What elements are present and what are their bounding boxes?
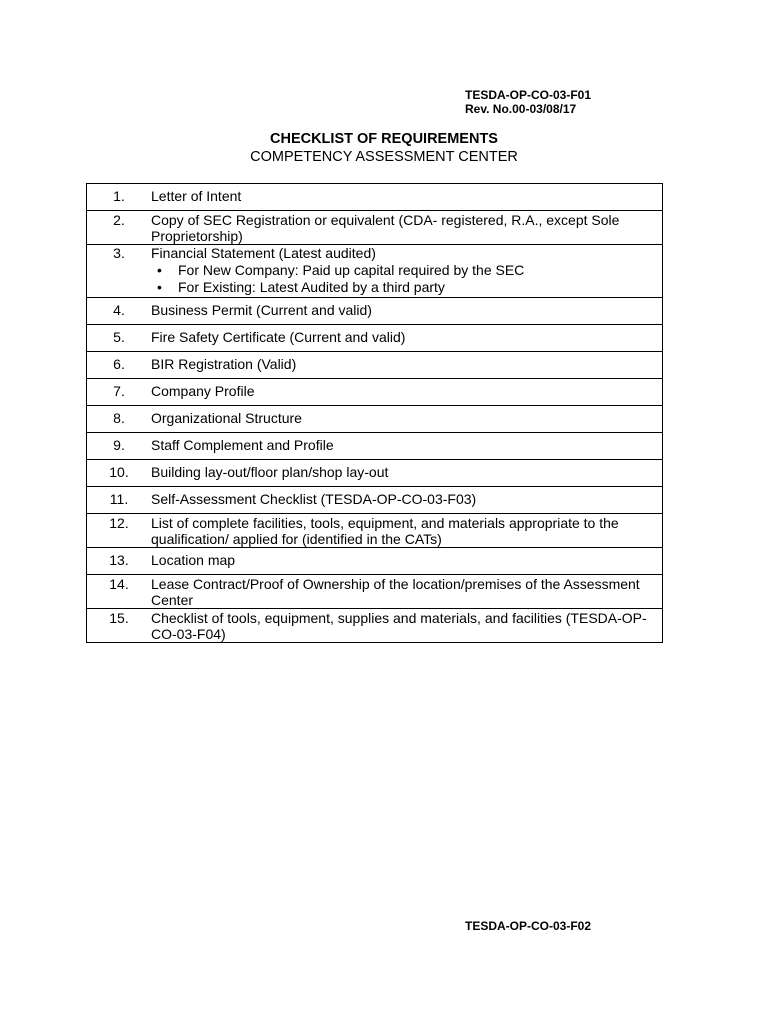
sub-list: [151, 262, 662, 296]
table-row: [87, 487, 663, 514]
item-number: 13.: [87, 548, 152, 575]
item-text: Staff Complement and Profile: [151, 433, 663, 460]
item-text: Financial Statement (Latest audited) • For New Company: Paid up capital required by the SEC • For Existing: Latest Audited by a third party: [151, 245, 663, 298]
requirements-table: [86, 183, 663, 643]
item-number: 11.: [87, 487, 152, 514]
item-number: 1.: [87, 184, 152, 211]
table-row: [87, 406, 663, 433]
item-number: 5.: [87, 325, 152, 352]
item-text: Self-Assessment Checklist (TESDA-OP-CO-03-F03): [151, 487, 663, 514]
item-number: 9.: [87, 433, 152, 460]
item-text: Letter of Intent: [151, 184, 663, 211]
list-item: • For Existing: Latest Audited by a third party: [178, 279, 662, 296]
table-row: [87, 298, 663, 325]
item-number: 3.: [87, 245, 152, 298]
table-row: [87, 433, 663, 460]
table-row: [87, 575, 663, 609]
table-row: [87, 325, 663, 352]
table-row: [87, 352, 663, 379]
item-text: Company Profile: [151, 379, 663, 406]
table-row: [87, 245, 663, 298]
form-code: TESDA-OP-CO-03-F01: [465, 88, 592, 102]
item-number: 15.: [87, 609, 152, 643]
item-number: 8.: [87, 406, 152, 433]
document-subtitle: COMPETENCY ASSESSMENT CENTER: [250, 149, 518, 165]
table-row: [87, 211, 663, 245]
item-text: Lease Contract/Proof of Ownership of the location/premises of the Assessment Center: [151, 575, 663, 609]
item-text: List of complete facilities, tools, equipment, and materials appropriate to the qualification/ applied for (identified in the CATs): [151, 514, 663, 548]
revision-number: Rev. No.00-03/08/17: [465, 102, 577, 116]
table-row: [87, 460, 663, 487]
list-item: • For New Company: Paid up capital required by the SEC: [178, 262, 662, 279]
item-number: 10.: [87, 460, 152, 487]
item-text: Checklist of tools, equipment, supplies and materials, and facilities (TESDA-OP-CO-03-F04): [151, 609, 663, 643]
document-title: CHECKLIST OF REQUIREMENTS: [270, 131, 498, 147]
table-row: [87, 184, 663, 211]
item-text: Location map: [151, 548, 663, 575]
item-text: Business Permit (Current and valid): [151, 298, 663, 325]
table-row: [87, 548, 663, 575]
item-text: BIR Registration (Valid): [151, 352, 663, 379]
item-number: 7.: [87, 379, 152, 406]
item-number: 14.: [87, 575, 152, 609]
item-text: Fire Safety Certificate (Current and valid): [151, 325, 663, 352]
item-number: 2.: [87, 211, 152, 245]
item-text: Organizational Structure: [151, 406, 663, 433]
table-row: [87, 514, 663, 548]
table-row: [87, 609, 663, 643]
footer-form-code: TESDA-OP-CO-03-F02: [465, 919, 592, 933]
item-number: 6.: [87, 352, 152, 379]
form-code-header: [465, 88, 591, 116]
item-number: 4.: [87, 298, 152, 325]
item-text: Copy of SEC Registration or equivalent (CDA- registered, R.A., except Sole Proprietorship): [151, 211, 663, 245]
item-text: Building lay-out/floor plan/shop lay-out: [151, 460, 663, 487]
table-row: [87, 379, 663, 406]
item-number: 12.: [87, 514, 152, 548]
